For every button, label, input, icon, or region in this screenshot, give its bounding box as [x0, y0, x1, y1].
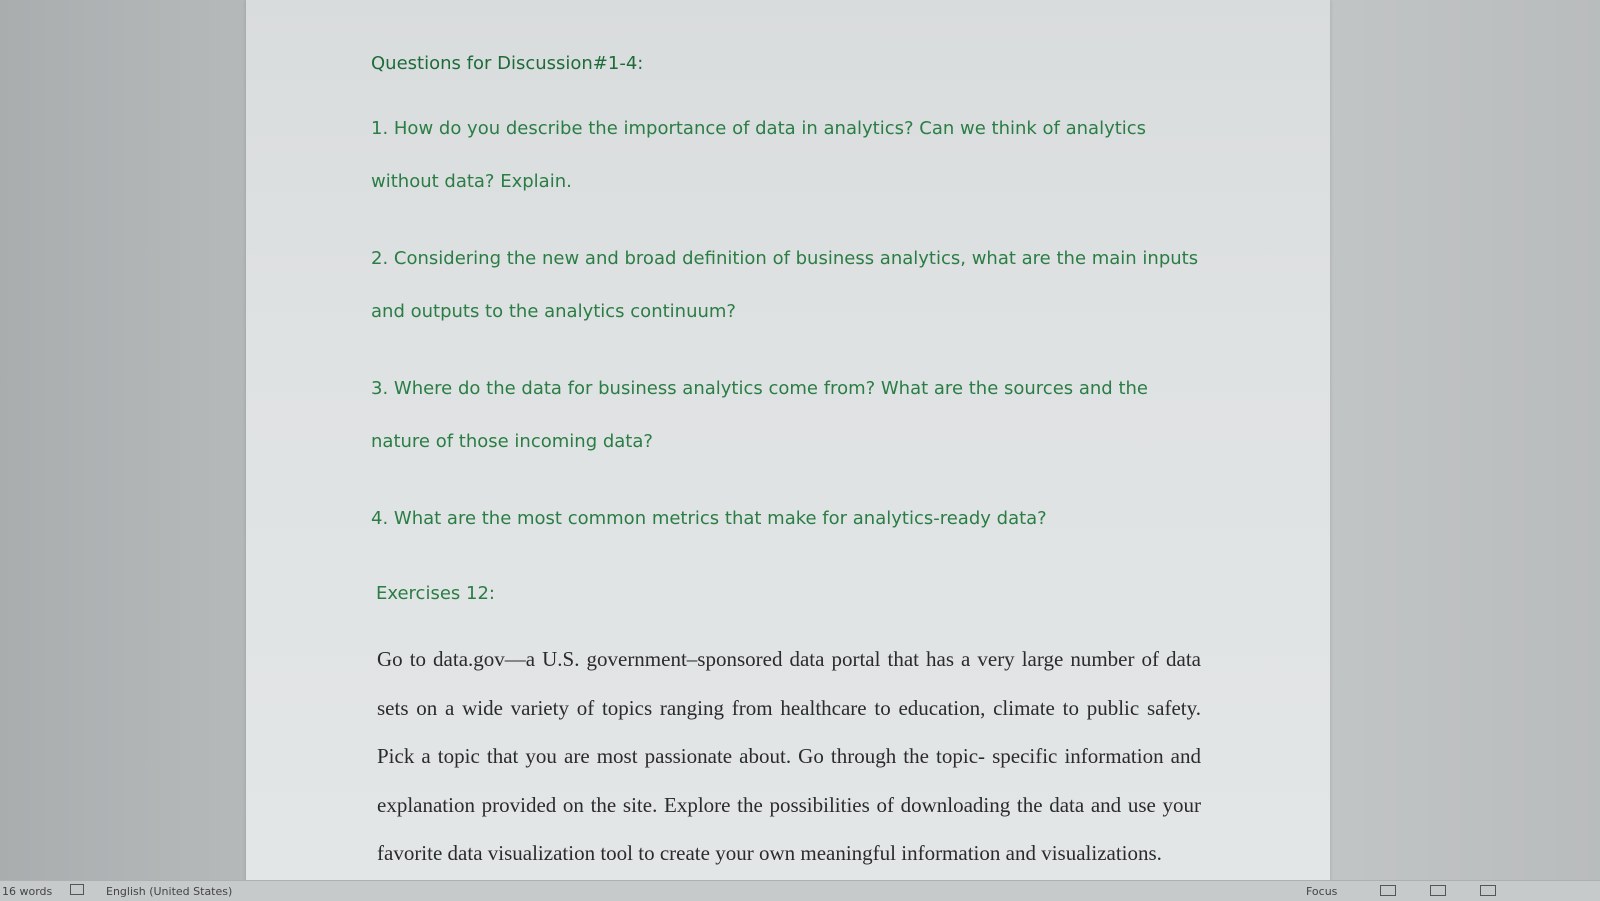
question-2-block [371, 232, 1201, 338]
discussion-heading: Questions for Discussion#1-4: [371, 53, 644, 74]
question-3: 3. Where do the data for business analytics come from? What are the sources and the nature of those incoming data? [371, 378, 1148, 452]
print-layout-icon[interactable] [1430, 885, 1446, 896]
question-2: 2. Considering the new and broad definition of business analytics, what are the main inputs and outputs to the analytics continuum? [371, 248, 1199, 322]
question-3-block [371, 362, 1201, 468]
language-indicator[interactable]: English (United States) [106, 885, 233, 898]
read-mode-icon[interactable] [1380, 885, 1396, 896]
status-bar [0, 880, 1600, 901]
question-4: 4. What are the most common metrics that make for analytics-ready data? [371, 508, 1047, 529]
document-page[interactable] [246, 0, 1330, 884]
book-icon[interactable] [70, 884, 84, 895]
question-4-block [371, 492, 1201, 545]
exercise-heading: Exercises 12: [376, 583, 495, 604]
exercise-body: Go to data.gov—a U.S. government–sponsored data portal that has a very large number of data sets on a wide variety of topics ranging from healthcare to education, climate to public safety. Pick a topic that you are most passionate about. Go through the topic- specific information and explanation provided on the site. Explore the possibilities of downloading the data and use your favorite data visualization tool to create your own meaningful information and visualizations. [377, 647, 1201, 865]
web-layout-icon[interactable] [1480, 885, 1496, 896]
focus-button[interactable]: Focus [1306, 885, 1338, 898]
question-1-block [371, 102, 1201, 208]
word-count[interactable]: 16 words [2, 885, 53, 898]
question-1: 1. How do you describe the importance of data in analytics? Can we think of analytics without data? Explain. [371, 118, 1147, 192]
document-content[interactable] [371, 50, 1201, 878]
